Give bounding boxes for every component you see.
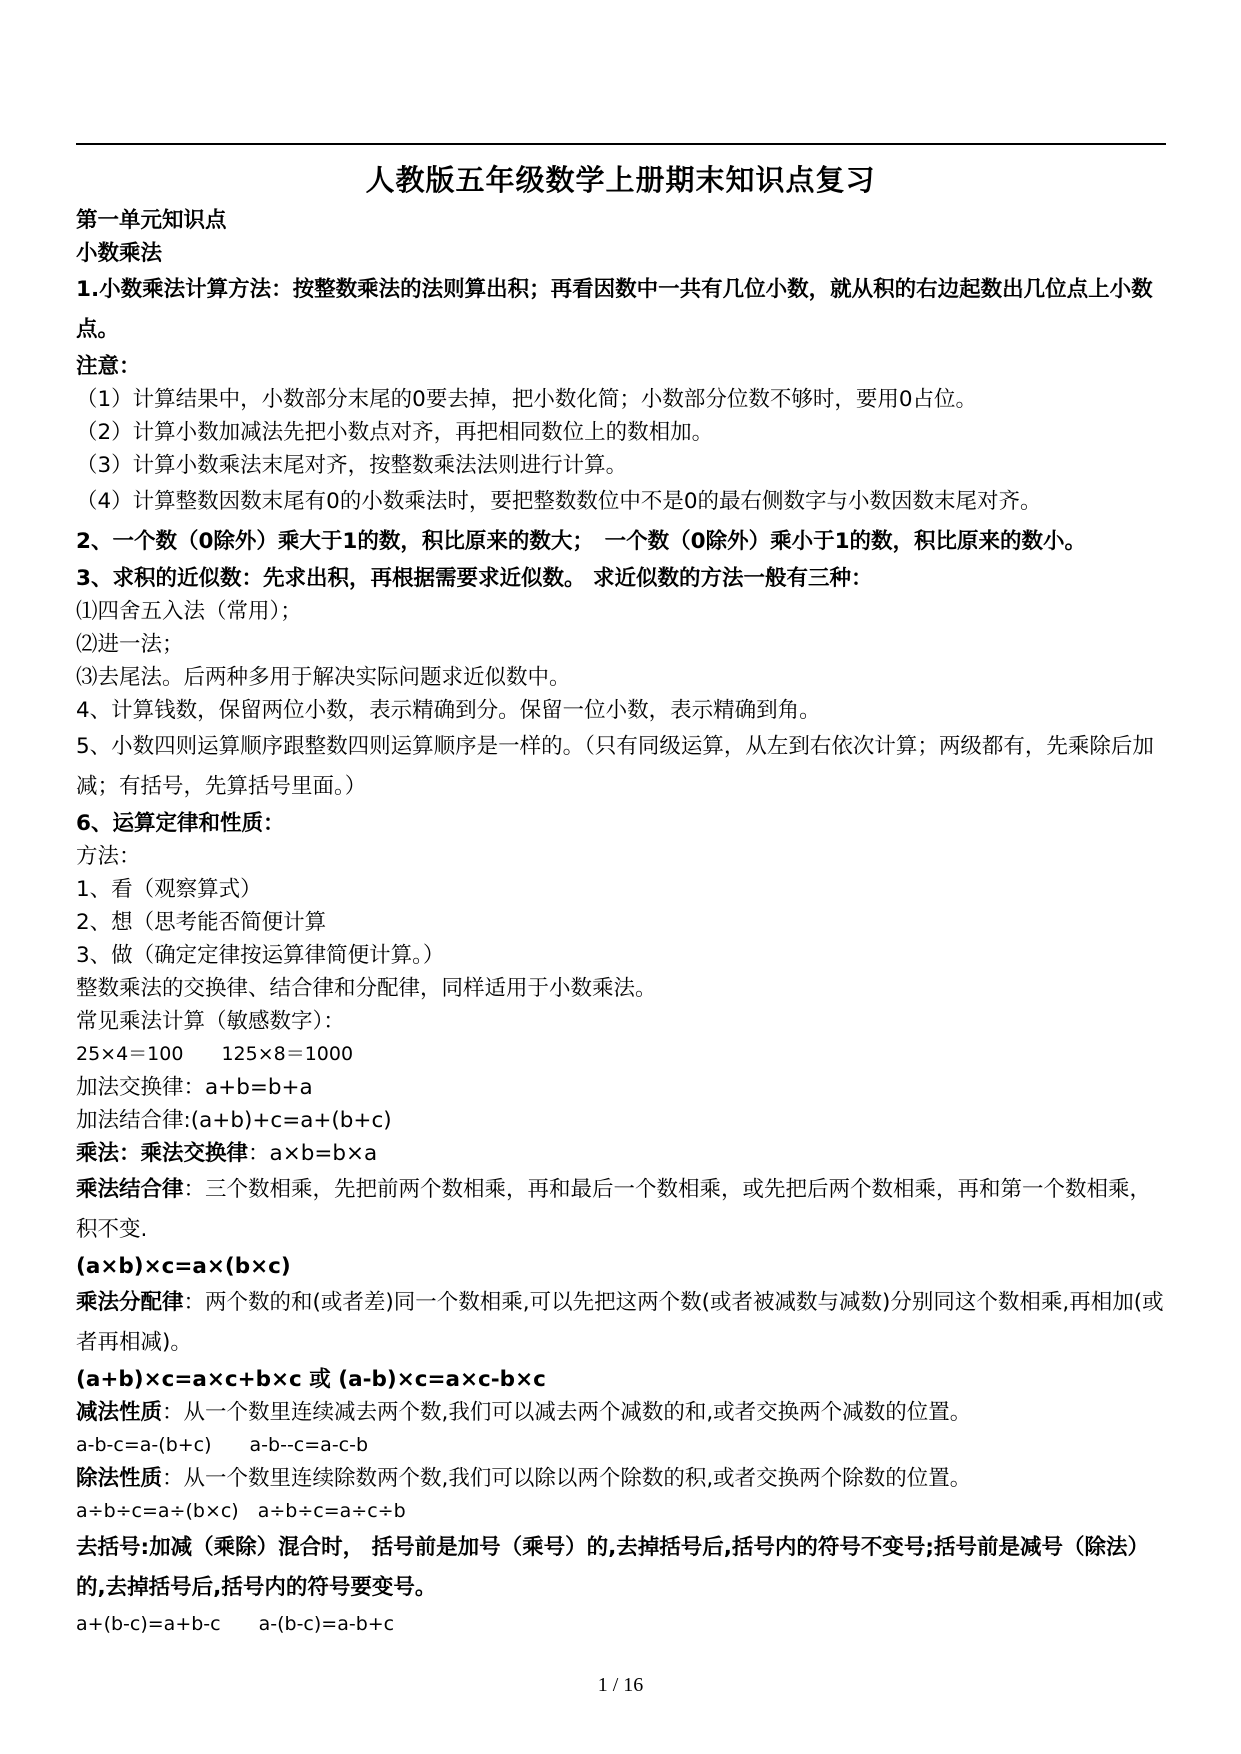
- text-line: 25×4＝100 125×8＝1000: [76, 1043, 354, 1065]
- text-line: （3）计算小数乘法末尾对齐，按整数乘法法则进行计算。: [76, 453, 628, 478]
- text-line: 3、求积的近似数：先求出积，再根据需要求近似数。 求近似数的方法一般有三种：: [76, 566, 873, 591]
- text-line: [76, 1396, 1168, 1429]
- text-line: ⑵进一法；: [76, 632, 184, 657]
- text-line: (a+b)×c=a×c+b×c 或 (a-b)×c=a×c-b×c: [76, 1367, 546, 1392]
- line-label: 减法性质: [76, 1400, 163, 1425]
- text-line: 3、做（确定定律按运算律简便计算。）: [76, 943, 445, 968]
- text-line: 加法结合律:(a+b)+c=a+(b+c): [76, 1108, 392, 1133]
- text-line: 加法交换律：a+b=b+a: [76, 1075, 313, 1100]
- text-line: 5、小数四则运算顺序跟整数四则运算顺序是一样的。（只有同级运算，从左到右依次计算；两级都有，先乘除后加减；有括号，先算括号里面。）: [76, 734, 1154, 799]
- text-line: 常见乘法计算（敏感数字）：: [76, 1009, 345, 1034]
- text-line: [76, 1283, 1168, 1363]
- text-line: 小数乘法: [76, 241, 163, 266]
- text-line: [76, 1170, 1168, 1250]
- text-line: 2、一个数（0除外）乘大于1的数，积比原来的数大； 一个数（0除外）乘小于1的数，积比原来的数小。: [76, 529, 1087, 554]
- text-line: ⑴四舍五入法（常用）；: [76, 599, 302, 624]
- text-line: 去括号:加减（乘除）混合时， 括号前是加号（乘号）的,去掉括号后,括号内的符号不变号;括号前是减号（除法）的,去掉括号后,括号内的符号要变号。: [76, 1535, 1150, 1600]
- page-number: 1 / 16: [597, 1674, 644, 1696]
- page-title: 人教版五年级数学上册期末知识点复习: [365, 163, 876, 197]
- line-label: 乘法分配律: [76, 1290, 184, 1315]
- text-line: ⑶去尾法。后两种多用于解决实际问题求近似数中。: [76, 665, 571, 690]
- text-line: 第一单元知识点: [76, 208, 227, 233]
- text-line: 4、计算钱数，保留两位小数，表示精确到分。保留一位小数，表示精确到角。: [76, 698, 821, 723]
- text-line: 方法：: [76, 844, 141, 869]
- text-line: 整数乘法的交换律、结合律和分配律，同样适用于小数乘法。: [76, 976, 657, 1001]
- line-text: ：两个数的和(或者差)同一个数相乘,可以先把这两个数(或者被减数与减数)分别同这个数相乘,再相加(或者再相减)。: [76, 1290, 1164, 1355]
- text-line: 注意：: [76, 354, 141, 379]
- text-line: 1、看（观察算式）: [76, 877, 262, 902]
- document-body: [76, 204, 1168, 1641]
- line-label: 乘法：乘法交换律: [76, 1141, 249, 1166]
- text-line: (a×b)×c=a×(b×c): [76, 1254, 291, 1279]
- text-line: [76, 1462, 1168, 1495]
- header-rule: [76, 143, 1166, 145]
- text-line: a÷b÷c=a÷(b×c) a÷b÷c=a÷c÷b: [76, 1500, 406, 1522]
- text-line: （4）计算整数因数末尾有0的小数乘法时，要把整数数位中不是0的最右侧数字与小数因数末尾对齐。: [76, 489, 1042, 514]
- text-line: 1.小数乘法计算方法：按整数乘法的法则算出积；再看因数中一共有几位小数，就从积的右边起数出几位点上小数点。: [76, 277, 1153, 342]
- line-text: ：a×b=b×a: [248, 1141, 378, 1166]
- line-text: ：三个数相乘，先把前两个数相乘，再和最后一个数相乘，或先把后两个数相乘，再和第一个数相乘，积不变.: [76, 1177, 1152, 1242]
- text-line: a-b-c=a-(b+c) a-b--c=a-c-b: [76, 1434, 369, 1456]
- line-label: 除法性质: [76, 1466, 163, 1491]
- text-line: （1）计算结果中，小数部分末尾的0要去掉，把小数化简；小数部分位数不够时，要用0占位。: [76, 387, 978, 412]
- text-line: （2）计算小数加减法先把小数点对齐，再把相同数位上的数相加。: [76, 420, 714, 445]
- text-line: 6、运算定律和性质：: [76, 811, 285, 836]
- line-text: ：从一个数里连续除数两个数,我们可以除以两个除数的积,或者交换两个除数的位置。: [162, 1466, 972, 1491]
- line-label: 乘法结合律: [76, 1177, 184, 1202]
- text-line: a+(b-c)=a+b-c a-(b-c)=a-b+c: [76, 1613, 395, 1635]
- text-line: [76, 1137, 1168, 1170]
- line-text: ：从一个数里连续减去两个数,我们可以减去两个减数的和,或者交换两个减数的位置。: [162, 1400, 972, 1425]
- text-line: 2、想（思考能否简便计算: [76, 910, 327, 935]
